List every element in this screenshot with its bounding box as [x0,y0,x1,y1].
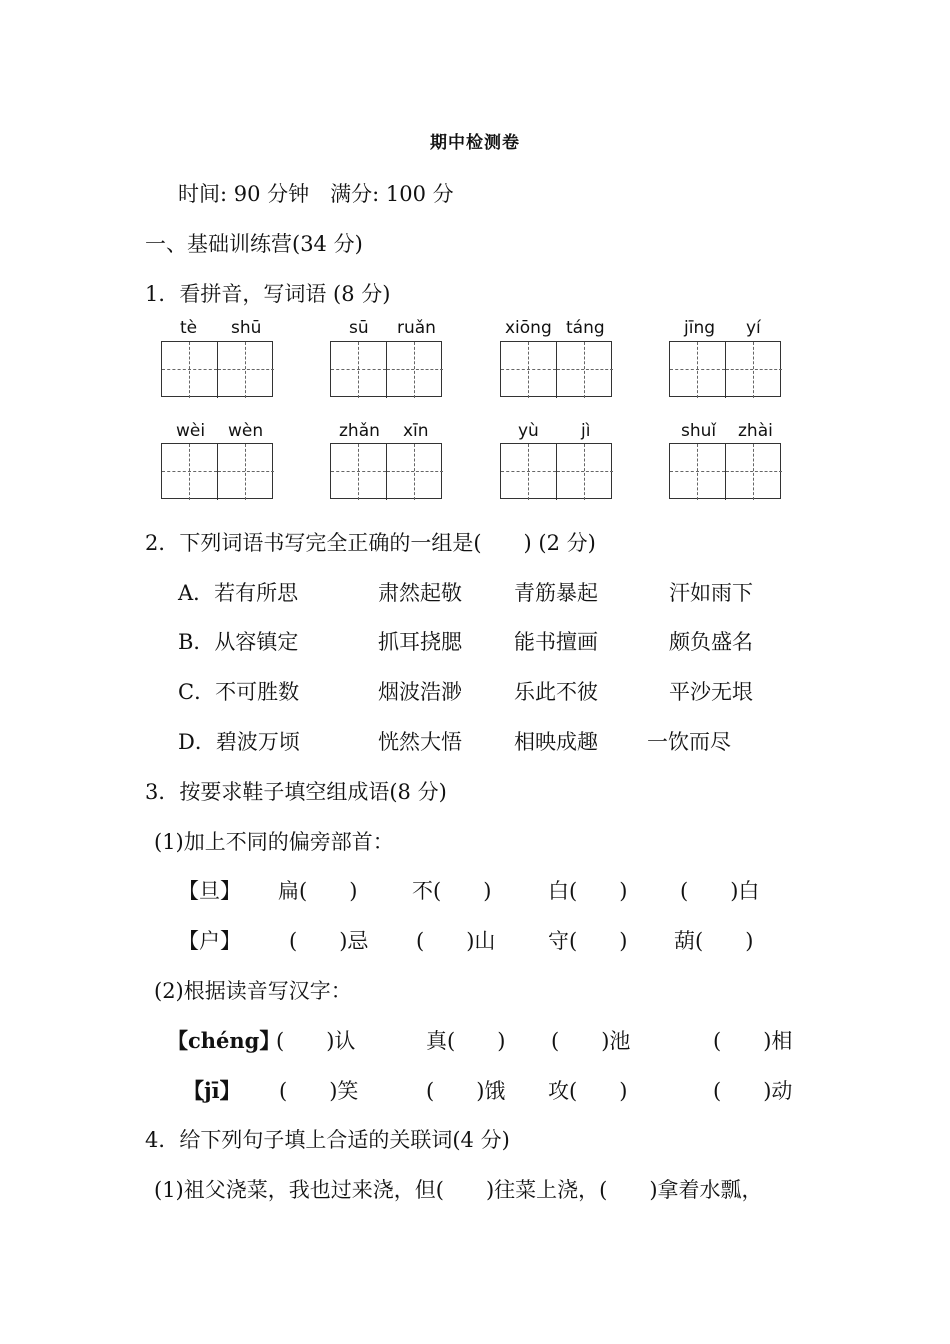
blank-item[interactable]: 攻( ) [548,1079,628,1103]
pinyin-label: shū [231,318,262,338]
q3-sub1: (1)加上不同的偏旁部首： [154,830,394,854]
blank-item[interactable]: 真( ) [426,1029,506,1053]
option-word: 相映成趣 [514,730,598,754]
blank-item[interactable]: ( )笑 [279,1079,359,1103]
option-label: B．从容镇定 [178,630,299,654]
pinyin-label: xiōng [505,318,552,338]
writing-box[interactable] [161,341,273,397]
q4-title: 4．给下列句子填上合适的关联词(4 分) [145,1128,510,1152]
blank-item[interactable]: ( )池 [551,1029,631,1053]
pinyin-label: yù [518,421,539,441]
section-heading: 一、基础训练营(34 分) [145,232,363,256]
writing-box[interactable] [161,443,273,499]
pinyin-label: sū [349,318,369,338]
option-word: 一饮而尽 [647,730,731,754]
writing-box[interactable] [330,443,442,499]
writing-box[interactable] [669,341,781,397]
radical-key: 【户】 [178,929,241,953]
page-title: 期中检测卷 [430,133,520,153]
exam-meta: 时间: 90 分钟 满分: 100 分 [178,182,454,206]
blank-item[interactable]: ( )白 [680,879,760,903]
pinyin-label: wèi [176,421,206,441]
blank-item[interactable]: ( )饿 [426,1079,506,1103]
pinyin-label: xīn [403,421,429,441]
radical-key: 【旦】 [178,879,241,903]
option-word: 烟波浩渺 [378,680,462,704]
option-label: D．碧波万顷 [178,730,300,754]
pinyin-label: jīng [684,318,716,338]
q4-sentence-1[interactable]: (1)祖父浇菜，我也过来浇，但( )往菜上浇，( )拿着水瓢， [154,1178,763,1202]
blank-item[interactable]: ( )认 [276,1029,356,1053]
pinyin-label: yí [746,318,761,338]
writing-box[interactable] [330,341,442,397]
pinyin-label: zhài [738,421,773,441]
option-word: 抓耳挠腮 [378,630,462,654]
blank-item[interactable]: ( )动 [713,1079,793,1103]
pinyin-label: ruǎn [397,318,436,338]
reading-key: 【jī】 [183,1078,241,1103]
blank-item[interactable]: ( )相 [713,1029,793,1053]
q2-title: 2．下列词语书写完全正确的一组是( ) (2 分) [145,531,596,555]
blank-item[interactable]: 白( ) [548,879,628,903]
pinyin-label: tè [180,318,198,338]
writing-box[interactable] [500,443,612,499]
option-word: 乐此不彼 [514,680,598,704]
q3-title: 3．按要求鞋子填空组成语(8 分) [145,780,447,804]
blank-item[interactable]: 不( ) [412,879,492,903]
blank-item[interactable]: 葫( ) [674,929,754,953]
pinyin-label: shuǐ [681,421,717,441]
writing-box[interactable] [500,341,612,397]
q1-title: 1．看拼音，写词语 (8 分) [145,282,391,306]
blank-item[interactable]: ( )山 [416,929,496,953]
q3-sub2: (2)根据读音写汉字： [154,979,352,1003]
option-word: 平沙无垠 [669,680,753,704]
option-word: 汗如雨下 [669,581,753,605]
blank-item[interactable]: 扁( ) [278,879,358,903]
reading-key: 【chéng】 [167,1028,281,1053]
option-word: 恍然大悟 [378,730,462,754]
writing-box[interactable] [669,443,781,499]
option-word: 青筋暴起 [514,581,598,605]
option-word: 颇负盛名 [669,630,753,654]
blank-item[interactable]: 守( ) [548,929,628,953]
blank-item[interactable]: ( )忌 [289,929,369,953]
pinyin-label: wèn [228,421,264,441]
pinyin-label: jì [581,421,591,441]
pinyin-label: táng [566,318,605,338]
option-word: 能书擅画 [514,630,598,654]
option-label: A．若有所思 [178,581,299,605]
option-word: 肃然起敬 [378,581,462,605]
pinyin-label: zhǎn [339,421,380,441]
option-label: C．不可胜数 [178,680,300,704]
